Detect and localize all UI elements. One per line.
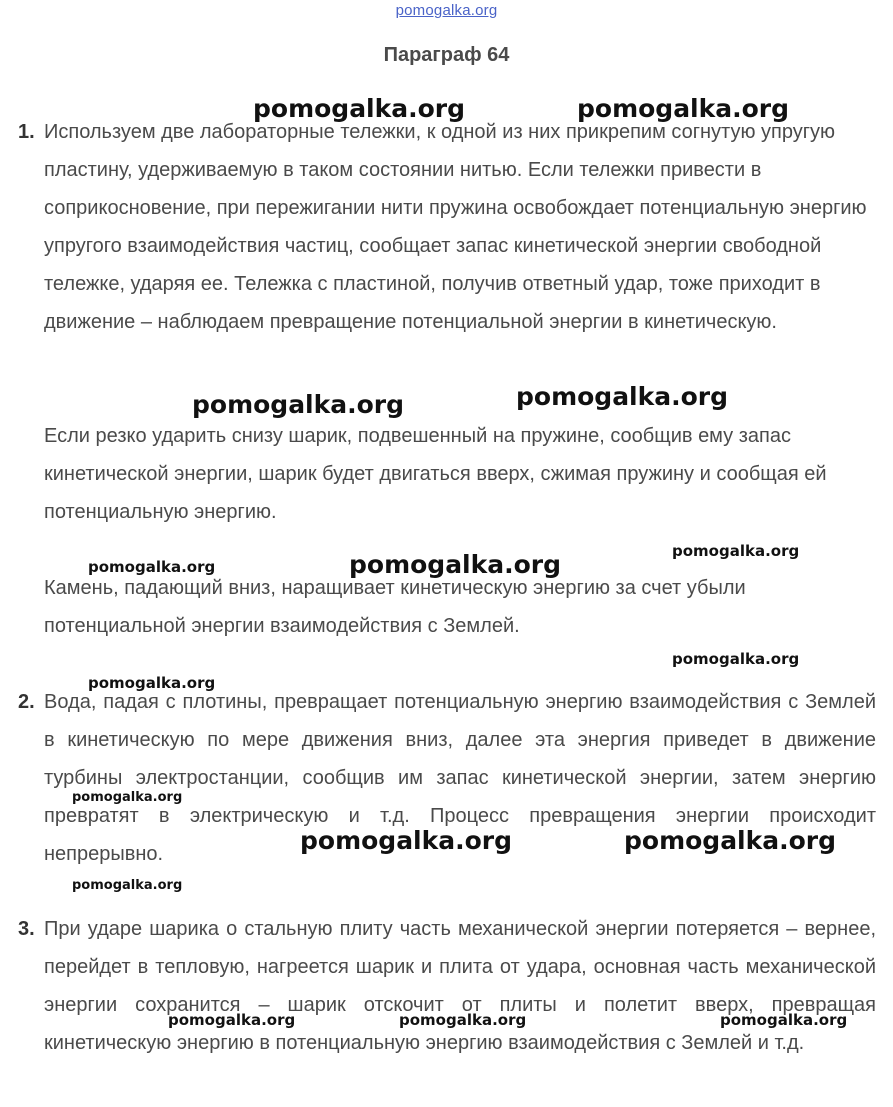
answer-1-paragraph-2: Если резко ударить снизу шарик, подвешенный на пружине, сообщив ему запас кинетической энергии, шарик будет двигаться вверх, сжимая пружину и сообщая ей потенциальную энергию. — [44, 425, 827, 523]
watermark: pomogalka.org — [399, 1011, 527, 1029]
watermark: pomogalka.org — [720, 1011, 848, 1029]
watermark: pomogalka.org — [253, 94, 466, 123]
watermark: pomogalka.org — [672, 650, 800, 668]
page-title: Параграф 64 — [383, 44, 510, 66]
watermark: pomogalka.org — [192, 390, 405, 419]
answer-2-paragraph-1: Вода, падая с плотины, превращает потенциальную энергию взаимодействия с Землей в кинетическую по мере движения вниз, далее эта энергия приведет в движение турбины электростанции, сообщив им запас кинетической энергии, затем энергию превратят в электрическую и т.д. Процесс превращения энергии происходит непрерывно. — [44, 691, 876, 865]
watermark: pomogalka.org — [88, 558, 216, 576]
answer-number-3: 3. — [18, 918, 35, 940]
answer-number-1: 1. — [18, 121, 35, 143]
watermark: pomogalka.org — [300, 826, 513, 855]
watermark: pomogalka.org — [168, 1011, 296, 1029]
watermark: pomogalka.org — [577, 94, 790, 123]
answer-1-paragraph-3: Камень, падающий вниз, наращивает кинетическую энергию за счет убыли потенциальной энергии взаимодействия с Землей. — [44, 577, 746, 637]
answer-number-2: 2. — [18, 691, 35, 713]
answer-1-paragraph-1: Используем две лабораторные тележки, к одной из них прикрепим согнутую упругую пластину, удерживаемую в таком состоянии нитью. Если тележки привести в соприкосновение, при пережигании нити пружина освобождает потенциальную энергию упругого взаимодействия частиц, сообщает запас кинетической энергии свободной тележке, ударяя ее. Тележка с пластиной, получив ответный удар, тоже приходит в движение – наблюдаем превращение потенциальной энергии в кинетическую. — [44, 121, 867, 333]
watermark: pomogalka.org — [72, 790, 183, 805]
watermark: pomogalka.org — [624, 826, 837, 855]
watermark: pomogalka.org — [72, 878, 183, 893]
watermark: pomogalka.org — [672, 542, 800, 560]
watermark: pomogalka.org — [349, 550, 562, 579]
watermark: pomogalka.org — [88, 674, 216, 692]
site-link[interactable]: pomogalka.org — [395, 2, 498, 19]
watermark: pomogalka.org — [516, 382, 729, 411]
answer-3-paragraph-1: При ударе шарика о стальную плиту часть механической энергии потеряется – вернее, перейдет в тепловую, нагреется шарик и плита от удара, основная часть механической энергии сохранится – шарик отскочит от плиты и полетит вверх, превращая кинетическую энергию в потенциальную энергию взаимодействия с Землей и т.д. — [44, 918, 876, 1054]
